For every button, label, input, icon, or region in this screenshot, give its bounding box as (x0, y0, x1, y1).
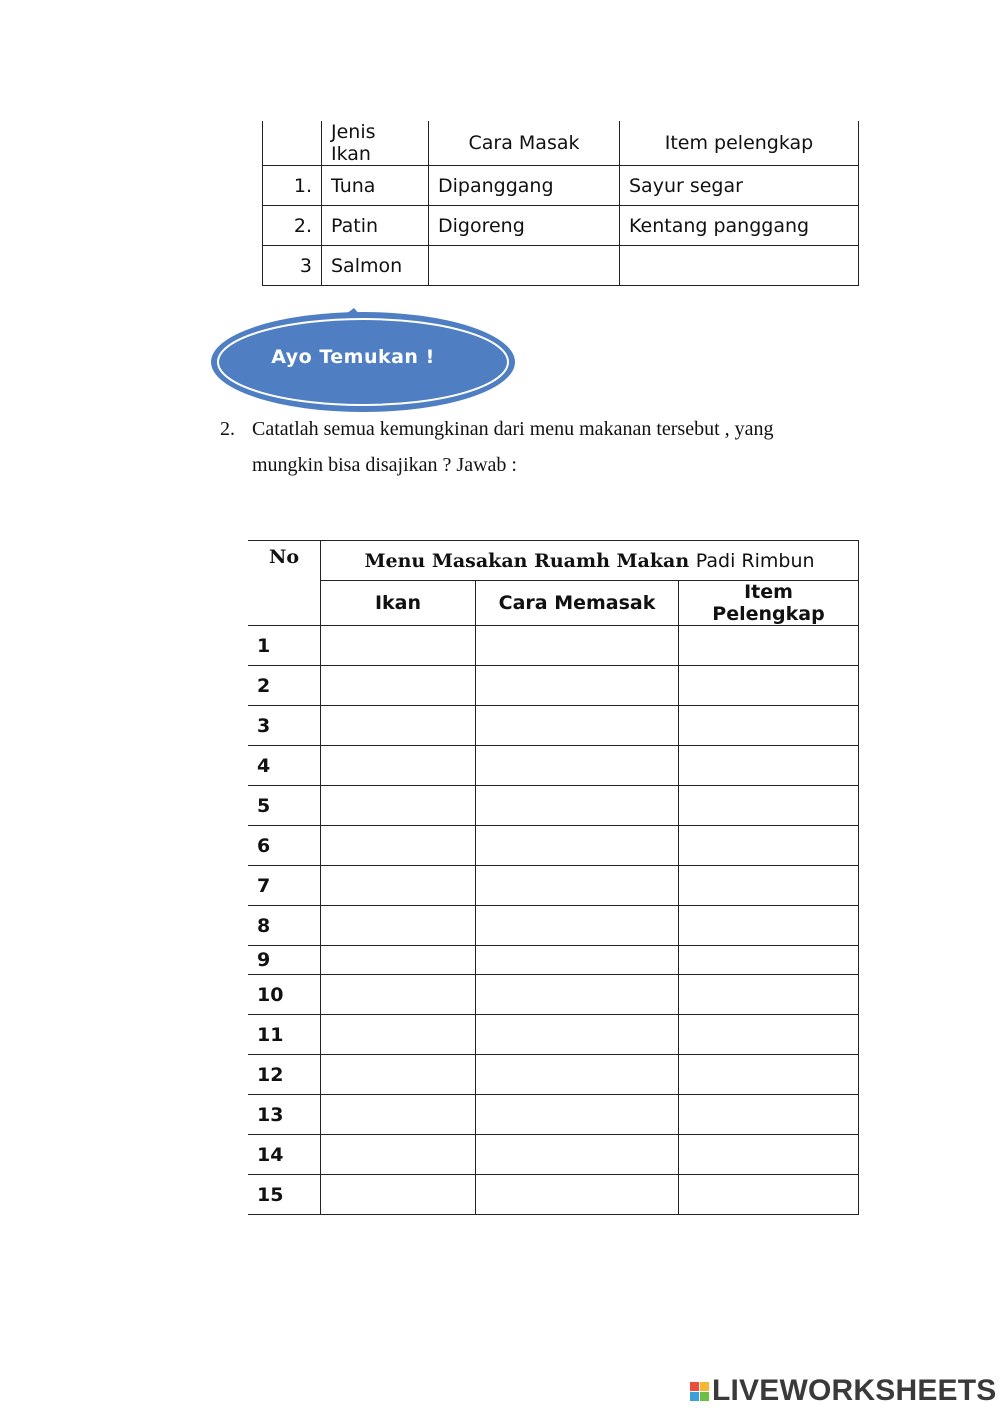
row-number: 2. (263, 206, 322, 246)
logo-mark-square (690, 1382, 699, 1391)
question-text-line2: mungkin bisa disajikan ? Jawab : (252, 454, 517, 476)
table-title-row (248, 541, 859, 581)
cell-cara-input[interactable] (429, 246, 620, 286)
answer-ikan-cell[interactable] (321, 786, 476, 826)
logo-mark-square (700, 1382, 709, 1391)
table-row (248, 1135, 859, 1175)
answer-cara-cell[interactable] (476, 826, 679, 866)
header-ikan: Ikan (321, 581, 476, 626)
table-title (321, 541, 859, 581)
row-number: 3 (263, 246, 322, 286)
answer-cara-cell[interactable] (476, 1175, 679, 1215)
answer-item-cell[interactable] (679, 866, 859, 906)
row-number: 13 (248, 1095, 321, 1135)
table-row (248, 1055, 859, 1095)
answer-item-cell[interactable] (679, 826, 859, 866)
answer-ikan-cell[interactable] (321, 626, 476, 666)
answer-item-cell[interactable] (679, 1015, 859, 1055)
answer-ikan-cell[interactable] (321, 1135, 476, 1175)
bubble-label: Ayo Temukan ! (271, 346, 435, 368)
row-number: 3 (248, 706, 321, 746)
cell-cara: Digoreng (429, 206, 620, 246)
answer-ikan-cell[interactable] (321, 1015, 476, 1055)
row-number: 15 (248, 1175, 321, 1215)
answer-item-cell[interactable] (679, 946, 859, 975)
cell-cara: Dipanggang (429, 166, 620, 206)
answer-cara-cell[interactable] (476, 746, 679, 786)
answer-cara-cell[interactable] (476, 906, 679, 946)
answer-ikan-cell[interactable] (321, 1095, 476, 1135)
cell-item: Sayur segar (620, 166, 859, 206)
logo-text: LIVEWORKSHEETS (712, 1374, 997, 1407)
answer-cara-cell[interactable] (476, 1015, 679, 1055)
table-row (248, 866, 859, 906)
table-row (248, 626, 859, 666)
answer-cara-cell[interactable] (476, 706, 679, 746)
table-row (248, 786, 859, 826)
answer-item-cell[interactable] (679, 1135, 859, 1175)
row-number: 9 (248, 946, 321, 975)
liveworksheets-logo (690, 1374, 997, 1408)
header-cara-memasak: Cara Memasak (476, 581, 679, 626)
table-row (248, 975, 859, 1015)
answer-ikan-cell[interactable] (321, 975, 476, 1015)
bubble-tail (346, 308, 360, 315)
answer-cara-cell[interactable] (476, 1095, 679, 1135)
row-number: 5 (248, 786, 321, 826)
answer-item-cell[interactable] (679, 975, 859, 1015)
header-item-pelengkap: Item Pelengkap (679, 581, 859, 626)
table-row (263, 246, 859, 286)
answer-item-cell[interactable] (679, 626, 859, 666)
answer-cara-cell[interactable] (476, 666, 679, 706)
row-number: 10 (248, 975, 321, 1015)
table-row (248, 706, 859, 746)
answer-item-cell[interactable] (679, 906, 859, 946)
table-subheader-row (248, 581, 859, 626)
answer-ikan-cell[interactable] (321, 866, 476, 906)
answer-cara-cell[interactable] (476, 975, 679, 1015)
table-row (248, 666, 859, 706)
answer-ikan-cell[interactable] (321, 946, 476, 975)
answer-table (248, 540, 859, 1215)
row-number: 14 (248, 1135, 321, 1175)
table-row (263, 166, 859, 206)
table-row (263, 206, 859, 246)
answer-cara-cell[interactable] (476, 626, 679, 666)
answer-item-cell[interactable] (679, 666, 859, 706)
header-cara-masak: Cara Masak (429, 121, 620, 166)
answer-cara-cell[interactable] (476, 786, 679, 826)
answer-item-cell[interactable] (679, 1095, 859, 1135)
table-row (248, 746, 859, 786)
answer-cara-cell[interactable] (476, 1055, 679, 1095)
table-row (248, 946, 859, 975)
row-number: 8 (248, 906, 321, 946)
row-number: 11 (248, 1015, 321, 1055)
answer-table-body (248, 626, 859, 1215)
cell-ikan: Tuna (322, 166, 429, 206)
table-row (248, 1095, 859, 1135)
table-header-row (263, 121, 859, 166)
logo-mark-icon (690, 1382, 709, 1401)
fish-menu-table (262, 121, 859, 286)
row-number: 6 (248, 826, 321, 866)
answer-cara-cell[interactable] (476, 866, 679, 906)
header-jenis-ikan: Jenis Ikan (322, 121, 429, 166)
answer-ikan-cell[interactable] (321, 906, 476, 946)
row-number: 1. (263, 166, 322, 206)
row-number: 1 (248, 626, 321, 666)
table-row (248, 826, 859, 866)
answer-ikan-cell[interactable] (321, 666, 476, 706)
table-title-serif: Menu Masakan Ruamh Makan (364, 549, 690, 572)
logo-mark-square (700, 1392, 709, 1401)
table-row (248, 906, 859, 946)
answer-item-cell[interactable] (679, 746, 859, 786)
header-no: No (248, 541, 321, 626)
row-number: 12 (248, 1055, 321, 1095)
cell-item-input[interactable] (620, 246, 859, 286)
answer-ikan-cell[interactable] (321, 746, 476, 786)
answer-item-cell[interactable] (679, 706, 859, 746)
row-number: 4 (248, 746, 321, 786)
answer-cara-cell[interactable] (476, 946, 679, 975)
answer-ikan-cell[interactable] (321, 1055, 476, 1095)
answer-ikan-cell[interactable] (321, 706, 476, 746)
header-cell-num (263, 121, 322, 166)
question-number: 2. (220, 418, 235, 440)
header-item-pelengkap: Item pelengkap (620, 121, 859, 166)
table-title-sans: Padi Rimbun (695, 549, 815, 572)
cell-ikan: Patin (322, 206, 429, 246)
cell-item: Kentang panggang (620, 206, 859, 246)
table-row (248, 1175, 859, 1215)
row-number: 2 (248, 666, 321, 706)
logo-mark-square (690, 1392, 699, 1401)
answer-ikan-cell[interactable] (321, 826, 476, 866)
answer-item-cell[interactable] (679, 1055, 859, 1095)
answer-cara-cell[interactable] (476, 1135, 679, 1175)
table-row (248, 1015, 859, 1055)
answer-item-cell[interactable] (679, 1175, 859, 1215)
answer-item-cell[interactable] (679, 786, 859, 826)
answer-ikan-cell[interactable] (321, 1175, 476, 1215)
question-text-line1: Catatlah semua kemungkinan dari menu makanan tersebut , yang (252, 418, 774, 440)
row-number: 7 (248, 866, 321, 906)
cell-ikan: Salmon (322, 246, 429, 286)
